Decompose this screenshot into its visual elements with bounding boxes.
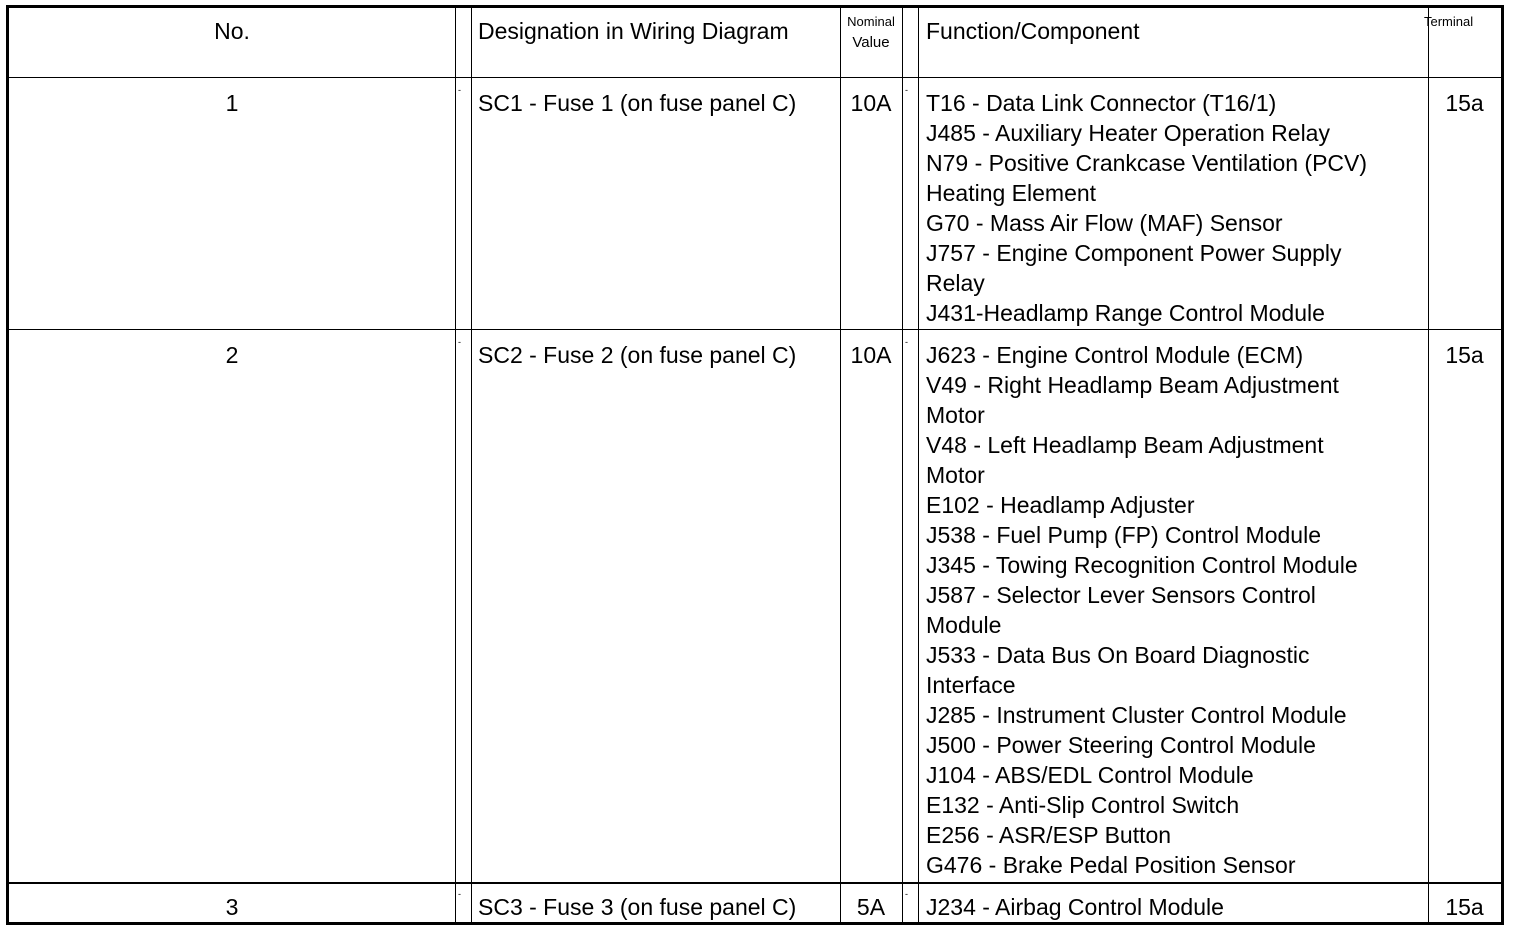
component-item: Heating Element bbox=[926, 180, 1097, 206]
component-item: V48 - Left Headlamp Beam Adjustment bbox=[926, 432, 1324, 458]
row-2-value: 10A bbox=[850, 342, 892, 368]
column-divider bbox=[455, 8, 456, 922]
component-item: Relay bbox=[926, 270, 985, 296]
row-2-terminal: 15a bbox=[1445, 342, 1484, 368]
component-item: N79 - Positive Crankcase Ventilation (PCV) bbox=[926, 150, 1368, 176]
row-1-tick: - bbox=[905, 85, 908, 95]
column-divider bbox=[902, 8, 903, 922]
component-item: J587 - Selector Lever Sensors Control bbox=[926, 582, 1316, 608]
row-1-component-list bbox=[926, 88, 1367, 328]
column-divider bbox=[918, 8, 919, 922]
row-2-component-list bbox=[926, 340, 1358, 880]
row-3-terminal: 15a bbox=[1445, 894, 1484, 920]
row-1-tick: - bbox=[458, 85, 461, 95]
component-item: G70 - Mass Air Flow (MAF) Sensor bbox=[926, 210, 1283, 236]
row-3-tick: - bbox=[905, 889, 908, 899]
component-item: J345 - Towing Recognition Control Module bbox=[926, 552, 1358, 578]
component-item: J757 - Engine Component Power Supply bbox=[926, 240, 1342, 266]
component-item: E102 - Headlamp Adjuster bbox=[926, 492, 1195, 518]
component-item: Motor bbox=[926, 462, 985, 488]
component-item: E256 - ASR/ESP Button bbox=[926, 822, 1172, 848]
component-item: J623 - Engine Control Module (ECM) bbox=[926, 342, 1304, 368]
row-3-designation: SC3 - Fuse 3 (on fuse panel C) bbox=[478, 894, 797, 920]
component-item: J533 - Data Bus On Board Diagnostic bbox=[926, 642, 1310, 668]
row-divider bbox=[9, 77, 1501, 78]
column-divider bbox=[471, 8, 472, 922]
component-item: E132 - Anti-Slip Control Switch bbox=[926, 792, 1240, 818]
component-item: V49 - Right Headlamp Beam Adjustment bbox=[926, 372, 1339, 398]
component-item: J234 - Airbag Control Module bbox=[926, 894, 1224, 920]
row-1-terminal: 15a bbox=[1445, 90, 1484, 116]
component-item: J485 - Auxiliary Heater Operation Relay bbox=[926, 120, 1330, 146]
column-divider bbox=[1428, 8, 1429, 922]
header-terminal: Terminal bbox=[1424, 14, 1474, 29]
header-no: No. bbox=[214, 18, 250, 44]
row-1-no: 1 bbox=[225, 90, 239, 116]
header-nominal-line1: Nominal bbox=[847, 14, 895, 29]
row-divider bbox=[9, 329, 1501, 330]
fuse-table bbox=[6, 5, 1504, 925]
row-2-tick: - bbox=[458, 337, 461, 347]
row-3-value: 5A bbox=[856, 894, 886, 920]
component-item: Interface bbox=[926, 672, 1016, 698]
component-item: G476 - Brake Pedal Position Sensor bbox=[926, 852, 1296, 878]
component-item: J431-Headlamp Range Control Module bbox=[926, 300, 1325, 326]
row-1-value: 10A bbox=[850, 90, 892, 116]
component-item: J500 - Power Steering Control Module bbox=[926, 732, 1316, 758]
component-item: Motor bbox=[926, 402, 985, 428]
row-divider bbox=[9, 882, 1501, 884]
component-item: T16 - Data Link Connector (T16/1) bbox=[926, 90, 1277, 116]
header-designation: Designation in Wiring Diagram bbox=[478, 18, 789, 44]
row-3-tick: - bbox=[458, 889, 461, 899]
component-item: J104 - ABS/EDL Control Module bbox=[926, 762, 1254, 788]
header-function: Function/Component bbox=[926, 18, 1140, 44]
row-2-tick: - bbox=[905, 337, 908, 347]
row-2-designation: SC2 - Fuse 2 (on fuse panel C) bbox=[478, 342, 797, 368]
component-item: J285 - Instrument Cluster Control Module bbox=[926, 702, 1347, 728]
row-1-designation: SC1 - Fuse 1 (on fuse panel C) bbox=[478, 90, 797, 116]
row-2-no: 2 bbox=[225, 342, 239, 368]
component-item: Module bbox=[926, 612, 1002, 638]
row-3-no: 3 bbox=[225, 894, 239, 920]
row-3-component-list bbox=[926, 892, 1224, 922]
component-item: J538 - Fuel Pump (FP) Control Module bbox=[926, 522, 1321, 548]
column-divider bbox=[840, 8, 841, 922]
header-nominal-line2: Value bbox=[852, 34, 890, 51]
